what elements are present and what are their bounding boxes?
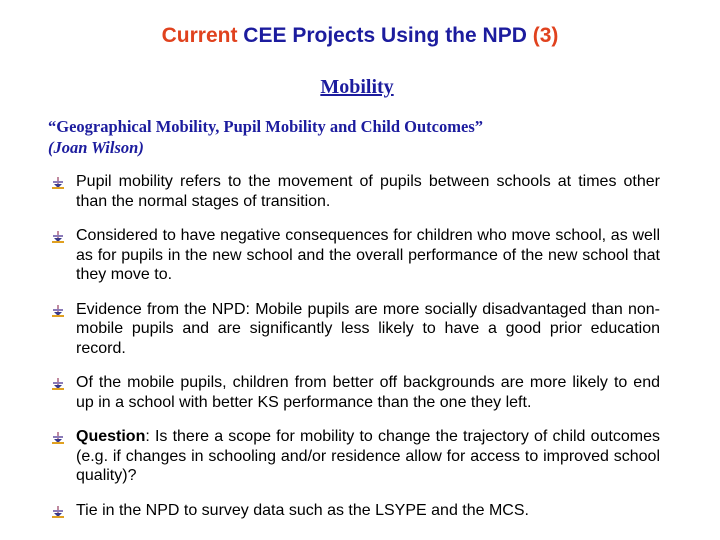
project-author: (Joan Wilson) [48,138,144,157]
project-title: “Geographical Mobility, Pupil Mobility and Child Outcomes” [48,117,483,136]
section-heading: Mobility [320,76,394,98]
slide-title [0,24,720,48]
bullet-arrow-icon [52,378,64,390]
bullet-text: : Is there a scope for mobility to change the trajectory of child outcomes (e.g. if changes in schooling and/or residence allow for access to improved school quality)? [76,428,660,484]
project-reference [48,116,483,158]
bullet-arrow-icon [52,432,64,444]
title-main: CEE Projects Using the NPD [237,24,533,47]
bullet-arrow-icon [52,506,64,518]
bullet-arrow-icon [52,177,64,189]
title-current: Current [161,24,238,47]
bullet-arrow-icon [52,231,64,243]
bullet-item [52,226,660,285]
bullet-text: Considered to have negative consequences for children who move school, as well as for pupils in the new school and the overall performance of the new school that they move to. [76,227,660,283]
bullet-text: Pupil mobility refers to the movement of pupils between schools at times other than the normal stages of transition. [76,173,660,210]
bullet-item [52,300,660,359]
bullet-item [52,172,660,211]
bullet-item [52,427,660,486]
bullet-text: Evidence from the NPD: Mobile pupils are more socially disadvantaged than non-mobile pupils and are significantly less likely to have a good prior education record. [76,300,660,357]
title-number: (3) [532,24,559,47]
bullet-text: Tie in the NPD to survey data such as the LSYPE and the MCS. [76,501,529,519]
bullet-text: Of the mobile pupils, children from better off backgrounds are more likely to end up in a school with better KS performance than the one they left. [76,374,660,411]
bullet-bold: Question [76,428,146,445]
bullet-arrow-icon [52,305,64,317]
bullet-item [52,373,660,412]
bullet-list [52,172,660,535]
bullet-item [52,501,660,521]
